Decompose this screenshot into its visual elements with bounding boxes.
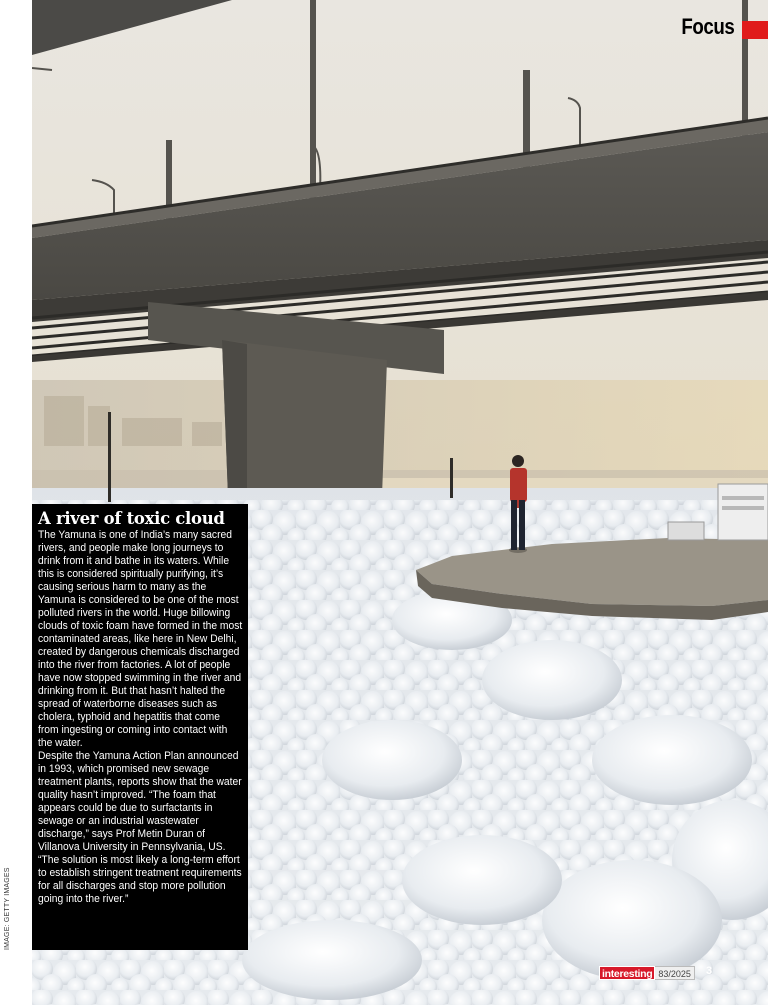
caption-title: A river of toxic cloud	[38, 509, 225, 528]
caption-box	[32, 504, 248, 950]
issue-number: 83/2025	[655, 966, 695, 980]
page-footer	[599, 966, 695, 980]
magazine-brand: interesting	[599, 966, 655, 980]
page-number: 3	[706, 965, 713, 977]
section-marker	[742, 21, 768, 39]
caption-paragraph: The Yamuna is one of India’s many sacred rivers, and people make long journeys to drink from it and bathe in its waters. While this is considered spiritually purifying, it’s causing serious harm to many as the Yamuna is considered to be one of the most polluted rivers in the world. Huge billowing clouds of toxic foam have formed in the most contaminated areas, like here in New Delhi, created by dangerous chemicals discharged into the river from factories. A lot of people have now stopped swimming in the river and drinking from it. But that hasn’t halted the spread of waterborne diseases such as cholera, typhoid and hepatitis that come from ingesting or coming into contact with the water.	[38, 529, 243, 749]
caption-body	[38, 529, 242, 906]
caption-paragraph: Despite the Yamuna Action Plan announced in 1993, which promised new sewage treatment plants, reports show that the water quality hasn’t improved. “The foam that appears could be due to surfactants in sewage or an industrial wastewater discharge,” says Prof Metin Duran of Villanova University in Pennsylvania, US. “The solution is most likely a long-term effort to establish stringent treatment requirements for all discharges and stop more pollution going into the river.”	[38, 750, 242, 905]
photo-credit: IMAGE: GETTY IMAGES	[4, 867, 11, 950]
section-title: Focus	[681, 14, 734, 39]
